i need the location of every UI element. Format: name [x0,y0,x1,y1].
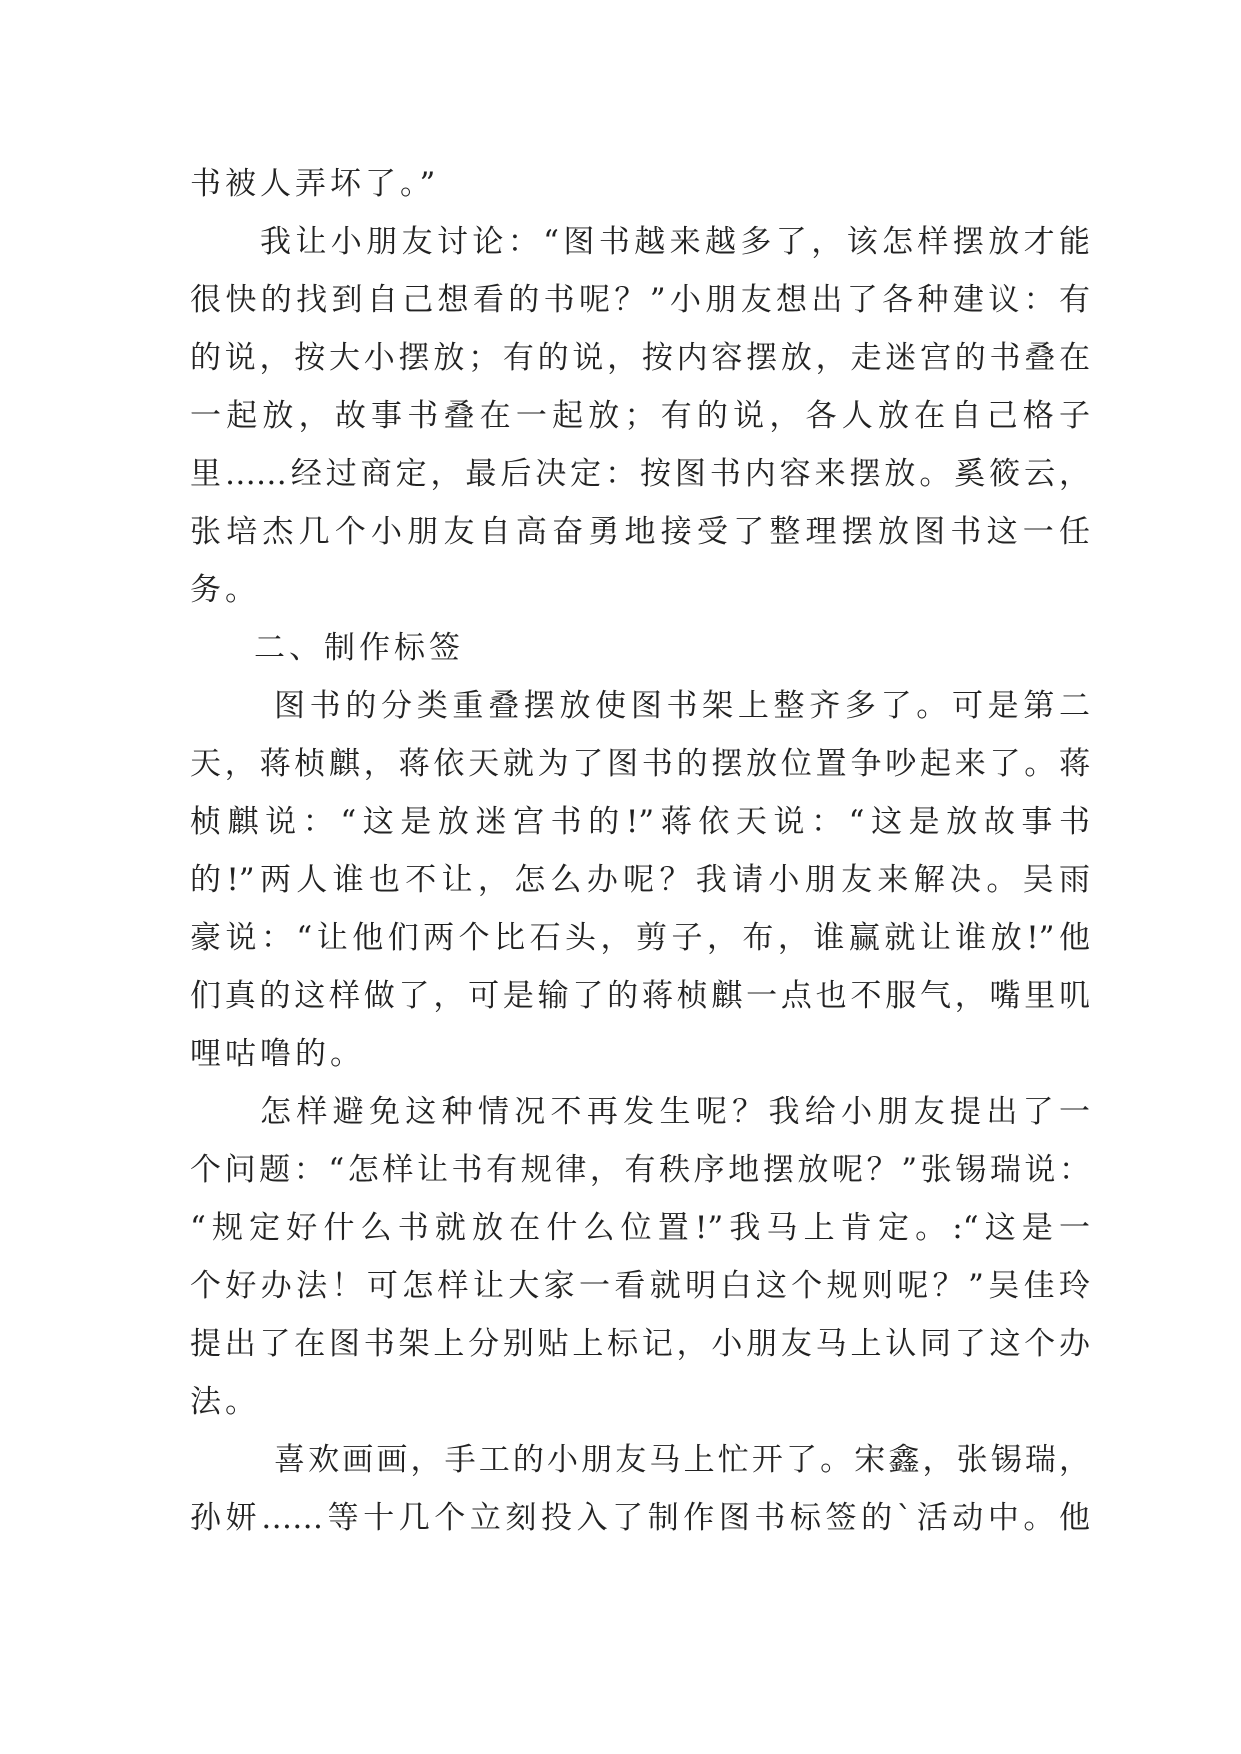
text-line: 哩咕噜的。 [190,1036,365,1072]
text-line: 里……经过商定，最后决定：按图书内容来摆放。奚筱云， [190,456,1090,492]
text-line: 二、制作标签 [254,630,464,666]
text-line: 法。 [190,1384,260,1420]
text-line: 一起放，故事书叠在一起放；有的说，各人放在自己格子 [190,398,1090,434]
text-line: 张培杰几个小朋友自高奋勇地接受了整理摆放图书这一任 [190,514,1090,550]
text-line: 图书的分类重叠摆放使图书架上整齐多了。可是第二 [274,688,1090,724]
text-line: “规定好什么书就放在什么位置!”我马上肯定。:“这是一 [190,1210,1090,1246]
text-line: 务。 [190,572,260,608]
text-line: 我让小朋友讨论：“图书越来越多了，该怎样摆放才能 [260,224,1090,260]
document-body [190,155,1090,1547]
text-line: 豪说：“让他们两个比石头，剪子，布，谁赢就让谁放!”他 [190,920,1090,956]
text-line: 的!”两人谁也不让，怎么办呢？我请小朋友来解决。吴雨 [190,862,1090,898]
text-line: 书被人弄坏了。” [190,166,440,202]
text-line: 天，蒋桢麒，蒋依天就为了图书的摆放位置争吵起来了。蒋 [190,746,1090,782]
text-line: 很快的找到自己想看的书呢？”小朋友想出了各种建议：有 [190,282,1090,318]
text-line: 个问题：“怎样让书有规律，有秩序地摆放呢？”张锡瑞说： [190,1152,1090,1188]
text-line: 喜欢画画，手工的小朋友马上忙开了。宋鑫，张锡瑞， [274,1442,1090,1478]
text-line: 们真的这样做了，可是输了的蒋桢麒一点也不服气，嘴里叽 [190,978,1090,1014]
text-line: 的说，按大小摆放；有的说，按内容摆放，走迷宫的书叠在 [190,340,1090,376]
text-line: 提出了在图书架上分别贴上标记，小朋友马上认同了这个办 [190,1326,1090,1362]
text-line: 孙妍……等十几个立刻投入了制作图书标签的`活动中。他 [190,1500,1090,1536]
text-line: 怎样避免这种情况不再发生呢？我给小朋友提出了一 [260,1094,1090,1130]
text-line: 个好办法！可怎样让大家一看就明白这个规则呢？”吴佳玲 [190,1268,1090,1304]
text-line: 桢麒说：“这是放迷宫书的!”蒋依天说：“这是放故事书 [190,804,1090,840]
